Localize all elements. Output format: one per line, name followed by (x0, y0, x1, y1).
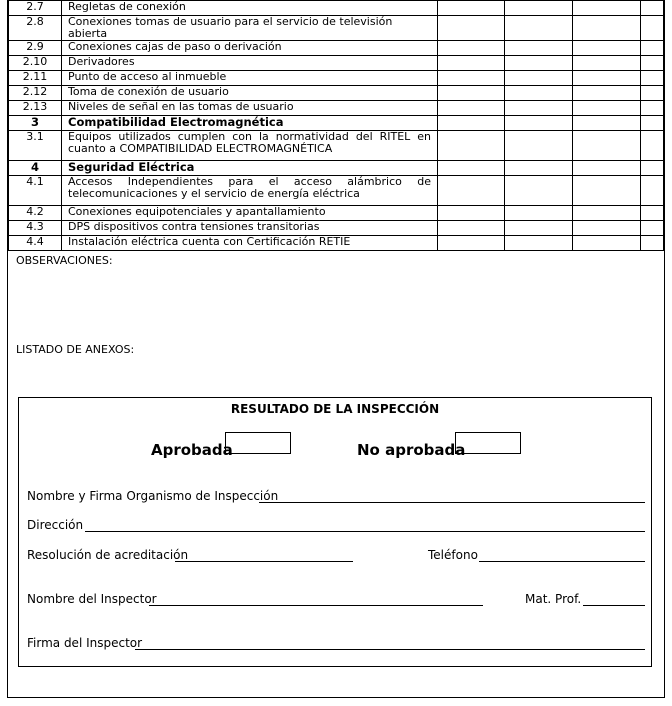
item-number: 2.8 (9, 16, 62, 41)
section-number: 3 (9, 116, 62, 131)
check-cell[interactable] (505, 206, 573, 221)
table-row (9, 86, 664, 101)
check-cell[interactable] (505, 221, 573, 236)
section-title: Seguridad Eléctrica (62, 161, 438, 176)
check-cell[interactable] (573, 16, 641, 41)
matprof-field[interactable] (583, 605, 645, 606)
table-row (9, 221, 664, 236)
check-cell[interactable] (505, 1, 573, 16)
result-title: RESULTADO DE LA INSPECCIÓN (230, 402, 440, 416)
check-cell (573, 116, 641, 131)
check-cell[interactable] (573, 56, 641, 71)
section-row (9, 161, 664, 176)
item-number: 2.13 (9, 101, 62, 116)
table-row (9, 101, 664, 116)
check-cell[interactable] (641, 71, 664, 86)
observaciones-label: OBSERVACIONES: (16, 254, 113, 267)
item-description: Niveles de señal en las tomas de usuario (62, 101, 438, 116)
item-description: Derivadores (62, 56, 438, 71)
table-row (9, 71, 664, 86)
check-cell[interactable] (438, 1, 505, 16)
inspection-result-box (18, 397, 652, 667)
check-cell[interactable] (438, 56, 505, 71)
item-description-line: Equipos utilizados cumplen con la normatividad del RITEL en (68, 130, 431, 143)
check-cell[interactable] (641, 16, 664, 41)
check-cell[interactable] (641, 236, 664, 251)
table-row (9, 206, 664, 221)
check-cell[interactable] (505, 86, 573, 101)
item-description: Instalación eléctrica cuenta con Certificación RETIE (62, 236, 438, 251)
check-cell[interactable] (641, 56, 664, 71)
item-description: Conexiones cajas de paso o derivación (62, 41, 438, 56)
item-number: 4.4 (9, 236, 62, 251)
check-cell[interactable] (641, 131, 664, 161)
table-row (9, 56, 664, 71)
check-cell[interactable] (438, 206, 505, 221)
item-number: 4.3 (9, 221, 62, 236)
organismo-label: Nombre y Firma Organismo de Inspección (27, 489, 279, 503)
item-number: 2.12 (9, 86, 62, 101)
item-description (62, 176, 438, 206)
approved-label: Aprobada (151, 441, 233, 459)
resolucion-field[interactable] (175, 561, 353, 562)
item-number: 2.11 (9, 71, 62, 86)
item-number: 2.9 (9, 41, 62, 56)
check-cell[interactable] (438, 176, 505, 206)
check-cell[interactable] (505, 131, 573, 161)
check-cell (505, 161, 573, 176)
item-number: 4.1 (9, 176, 62, 206)
check-cell (438, 161, 505, 176)
direccion-label: Dirección (27, 518, 84, 532)
inspector-label: Nombre del Inspector (27, 592, 157, 606)
check-cell[interactable] (641, 206, 664, 221)
check-cell[interactable] (573, 236, 641, 251)
check-cell[interactable] (438, 236, 505, 251)
check-cell[interactable] (438, 101, 505, 116)
check-cell[interactable] (573, 86, 641, 101)
check-cell[interactable] (573, 71, 641, 86)
check-cell[interactable] (505, 176, 573, 206)
check-cell[interactable] (641, 101, 664, 116)
resolucion-label: Resolución de acreditación (27, 548, 189, 562)
item-description (62, 131, 438, 161)
item-description: DPS dispositivos contra tensiones transitorias (62, 221, 438, 236)
item-number: 3.1 (9, 131, 62, 161)
table-row (9, 1, 664, 16)
not-approved-label: No aprobada (357, 441, 466, 459)
check-cell[interactable] (438, 86, 505, 101)
check-cell[interactable] (641, 1, 664, 16)
item-number: 2.10 (9, 56, 62, 71)
table-row (9, 176, 664, 206)
item-number: 2.7 (9, 1, 62, 16)
check-cell (505, 116, 573, 131)
check-cell[interactable] (573, 101, 641, 116)
inspector-field[interactable] (149, 605, 483, 606)
table-row (9, 236, 664, 251)
check-cell[interactable] (505, 41, 573, 56)
check-cell[interactable] (641, 176, 664, 206)
check-cell[interactable] (438, 16, 505, 41)
check-cell[interactable] (505, 101, 573, 116)
section-number: 4 (9, 161, 62, 176)
check-cell[interactable] (505, 16, 573, 41)
check-cell[interactable] (438, 41, 505, 56)
table-row (9, 131, 664, 161)
item-number: 4.2 (9, 206, 62, 221)
not-approved-checkbox[interactable] (455, 432, 521, 454)
check-cell[interactable] (438, 131, 505, 161)
item-description: Toma de conexión de usuario (62, 86, 438, 101)
item-description: Conexiones equipotenciales y apantallamiento (62, 206, 438, 221)
check-cell[interactable] (505, 236, 573, 251)
table-row (9, 41, 664, 56)
direccion-field[interactable] (85, 531, 645, 532)
item-description: Punto de acceso al inmueble (62, 71, 438, 86)
item-description: Conexiones tomas de usuario para el servicio de televisión abierta (62, 16, 438, 41)
check-cell[interactable] (573, 176, 641, 206)
matprof-label: Mat. Prof. (525, 592, 582, 606)
check-cell[interactable] (573, 1, 641, 16)
inspection-checklist-table (8, 0, 664, 251)
firma-field[interactable] (135, 649, 645, 650)
item-description: Regletas de conexión (62, 1, 438, 16)
section-row (9, 116, 664, 131)
check-cell[interactable] (573, 41, 641, 56)
item-description-line: telecomunicaciones y el servicio de energía eléctrica (68, 187, 360, 200)
check-cell[interactable] (505, 71, 573, 86)
check-cell (641, 116, 664, 131)
check-cell (573, 161, 641, 176)
firma-label: Firma del Inspector (27, 636, 143, 650)
check-cell[interactable] (641, 86, 664, 101)
check-cell[interactable] (438, 71, 505, 86)
check-cell (641, 161, 664, 176)
telefono-label: Teléfono (428, 548, 478, 562)
check-cell[interactable] (641, 221, 664, 236)
check-cell[interactable] (641, 41, 664, 56)
check-cell (438, 116, 505, 131)
organismo-field[interactable] (259, 502, 645, 503)
check-cell[interactable] (573, 131, 641, 161)
table-row (9, 16, 664, 41)
item-description-line: Accesos Independientes para el acceso alámbrico de (68, 175, 431, 188)
check-cell[interactable] (573, 206, 641, 221)
inspection-form-page (7, 0, 665, 698)
approved-checkbox[interactable] (225, 432, 291, 454)
telefono-field[interactable] (479, 561, 645, 562)
section-title: Compatibilidad Electromagnética (62, 116, 438, 131)
check-cell[interactable] (505, 56, 573, 71)
item-description-line: cuanto a COMPATIBILIDAD ELECTROMAGNÉTICA (68, 142, 333, 155)
check-cell[interactable] (573, 221, 641, 236)
anexos-label: LISTADO DE ANEXOS: (16, 343, 135, 356)
check-cell[interactable] (438, 221, 505, 236)
